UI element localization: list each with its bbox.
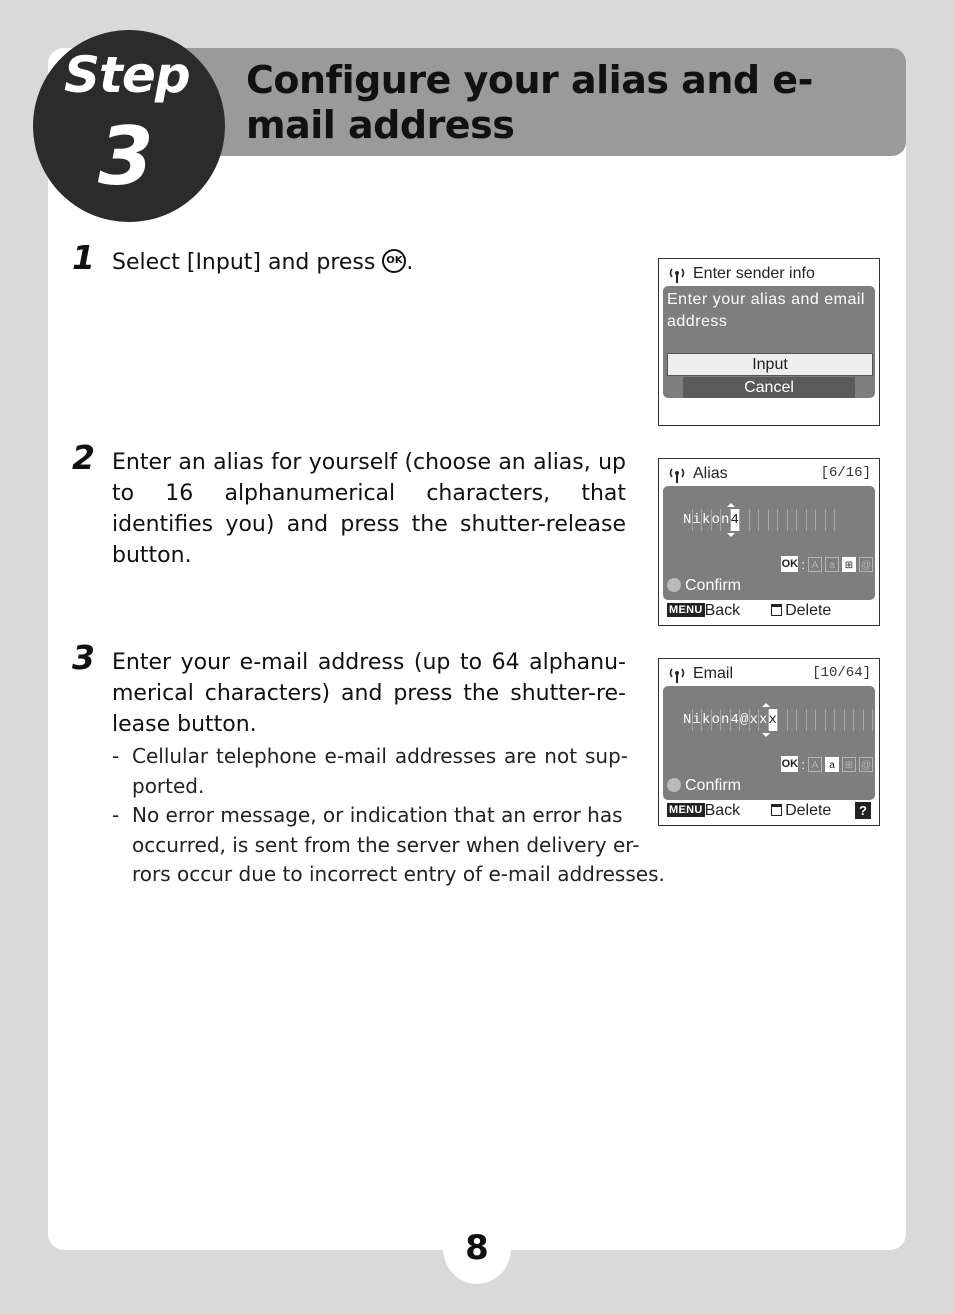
screen-header bbox=[667, 665, 871, 685]
entry-char-cell bbox=[740, 509, 750, 531]
item-number-1: 1 bbox=[72, 238, 95, 277]
note-item: - Cellular telephone e-mail addresses are not sup-ported. bbox=[112, 744, 628, 798]
screen-title: Enter sender info bbox=[693, 265, 815, 282]
entry-char-cell: x bbox=[769, 709, 779, 731]
mode-symbol-icon: @ bbox=[859, 557, 873, 572]
page-number: 8 bbox=[443, 1212, 511, 1284]
entry-char-cell bbox=[797, 709, 807, 731]
char-counter: [6/16] bbox=[820, 465, 871, 481]
confirm-hint bbox=[667, 577, 741, 595]
item-text-1-after: . bbox=[406, 250, 414, 275]
cancel-option[interactable]: Cancel bbox=[683, 377, 855, 398]
delete-label: Delete bbox=[785, 602, 832, 619]
entry-char-cell bbox=[778, 709, 788, 731]
item-text-1 bbox=[112, 247, 532, 278]
entry-char-cell bbox=[816, 509, 826, 531]
notes-list bbox=[112, 742, 672, 890]
confirm-label: Confirm bbox=[685, 777, 742, 794]
note-item: - No error message, or indication that an error has occurred, is sent from the server when delivery er-rors occur due to incorrect entry of e-mail addresses. bbox=[112, 803, 665, 886]
mode-lowercase-icon: a bbox=[825, 757, 839, 772]
entry-char-cell: k bbox=[702, 709, 712, 731]
mode-numeric-icon: ⊞ bbox=[842, 757, 856, 772]
item-number-2: 2 bbox=[72, 438, 95, 477]
mode-numeric-icon: ⊞ bbox=[842, 557, 856, 572]
entry-char-cell: N bbox=[683, 709, 693, 731]
entry-char-cell: o bbox=[712, 509, 722, 531]
entry-char-cell bbox=[864, 709, 874, 731]
entry-char-cell: o bbox=[712, 709, 722, 731]
entry-char-cell bbox=[845, 709, 855, 731]
ok-key-icon: OK bbox=[781, 758, 799, 770]
ok-key-icon: OK bbox=[781, 558, 799, 570]
input-option[interactable]: Input bbox=[667, 353, 873, 376]
screen-message: Enter your alias and email address bbox=[667, 291, 865, 330]
trash-icon bbox=[771, 604, 782, 616]
back-label: Back bbox=[704, 602, 741, 619]
mode-uppercase-icon: A bbox=[808, 557, 822, 572]
entry-char-cell: x bbox=[750, 709, 760, 731]
note-text: Cellular telephone e-mail addresses are not sup-ported. bbox=[132, 744, 628, 798]
back-label: Back bbox=[704, 802, 741, 819]
entry-char-cell bbox=[826, 509, 836, 531]
help-icon: ? bbox=[855, 802, 871, 819]
camera-screen-alias bbox=[658, 458, 880, 626]
wireless-icon bbox=[667, 466, 687, 484]
item-text-3: Enter your e-mail address (up to 64 alphanu-merical characters) and press the shutter-re-lease button. bbox=[112, 650, 626, 737]
entry-char-cell: n bbox=[721, 709, 731, 731]
caret-down-icon bbox=[762, 733, 770, 737]
entry-char-cell bbox=[759, 509, 769, 531]
confirm-label: Confirm bbox=[685, 577, 742, 594]
mode-uppercase-icon: A bbox=[808, 757, 822, 772]
shutter-button-icon bbox=[667, 778, 681, 792]
page-title: Configure your alias and e-mail address bbox=[246, 58, 813, 147]
colon: : bbox=[801, 756, 805, 772]
input-mode-row bbox=[781, 555, 873, 573]
trash-icon bbox=[771, 804, 782, 816]
screen-footer bbox=[667, 802, 871, 822]
caret-down-icon bbox=[727, 533, 735, 537]
entry-char-cell: 4 bbox=[731, 509, 741, 531]
step-word: Step bbox=[64, 46, 190, 104]
mode-lowercase-icon: a bbox=[825, 557, 839, 572]
confirm-hint bbox=[667, 777, 741, 795]
char-counter: [10/64] bbox=[812, 665, 871, 681]
entry-char-cell: x bbox=[759, 709, 769, 731]
caret-up-icon bbox=[762, 703, 770, 707]
delete-label: Delete bbox=[785, 802, 832, 819]
entry-char-cell: 4 bbox=[731, 709, 741, 731]
entry-char-cell bbox=[788, 509, 798, 531]
entry-char-cell bbox=[807, 709, 817, 731]
entry-char-cell bbox=[769, 509, 779, 531]
entry-char-cell: k bbox=[702, 509, 712, 531]
input-mode-row bbox=[781, 755, 873, 773]
entry-char-cell bbox=[750, 509, 760, 531]
entry-char-cell: n bbox=[721, 509, 731, 531]
entry-char-cell bbox=[854, 709, 864, 731]
screen-title: Alias bbox=[693, 465, 728, 482]
colon: : bbox=[801, 556, 805, 572]
entry-char-cell bbox=[807, 509, 817, 531]
entry-char-cell bbox=[778, 509, 788, 531]
wireless-icon bbox=[667, 666, 687, 684]
wireless-icon bbox=[667, 266, 687, 284]
entry-char-cell: N bbox=[683, 509, 693, 531]
ok-button-icon: OK bbox=[382, 249, 406, 273]
shutter-button-icon bbox=[667, 578, 681, 592]
email-entry-field[interactable] bbox=[683, 709, 873, 731]
entry-char-cell: i bbox=[693, 509, 703, 531]
entry-char-cell bbox=[797, 509, 807, 531]
camera-screen-email bbox=[658, 658, 880, 826]
note-text: No error message, or indication that an error has occurred, is sent from the server when delivery er-rors occur due to incorrect entry of e-mail addresses. bbox=[132, 803, 665, 886]
screen-header bbox=[667, 465, 871, 485]
item-number-3: 3 bbox=[72, 638, 95, 677]
alias-entry-field[interactable] bbox=[683, 509, 835, 531]
entry-char-cell bbox=[826, 709, 836, 731]
entry-char-cell: @ bbox=[740, 709, 750, 731]
screen-header bbox=[667, 265, 871, 285]
screen-footer bbox=[667, 602, 871, 622]
entry-char-cell bbox=[816, 709, 826, 731]
menu-key-icon: MENU bbox=[669, 603, 703, 616]
camera-screen-sender bbox=[658, 258, 880, 426]
screen-title: Email bbox=[693, 665, 734, 682]
menu-key-icon: MENU bbox=[669, 803, 703, 816]
item-text-1-before: Select [Input] and press bbox=[112, 250, 376, 275]
entry-char-cell bbox=[835, 709, 845, 731]
entry-char-cell bbox=[788, 709, 798, 731]
item-text-2: Enter an alias for yourself (choose an alias, up to 16 alphanumerical characters, that identifies you) and press the shutter-release button. bbox=[112, 450, 626, 568]
step-number: 3 bbox=[98, 110, 154, 203]
mode-symbol-icon: @ bbox=[859, 757, 873, 772]
caret-up-icon bbox=[727, 503, 735, 507]
entry-char-cell: i bbox=[693, 709, 703, 731]
